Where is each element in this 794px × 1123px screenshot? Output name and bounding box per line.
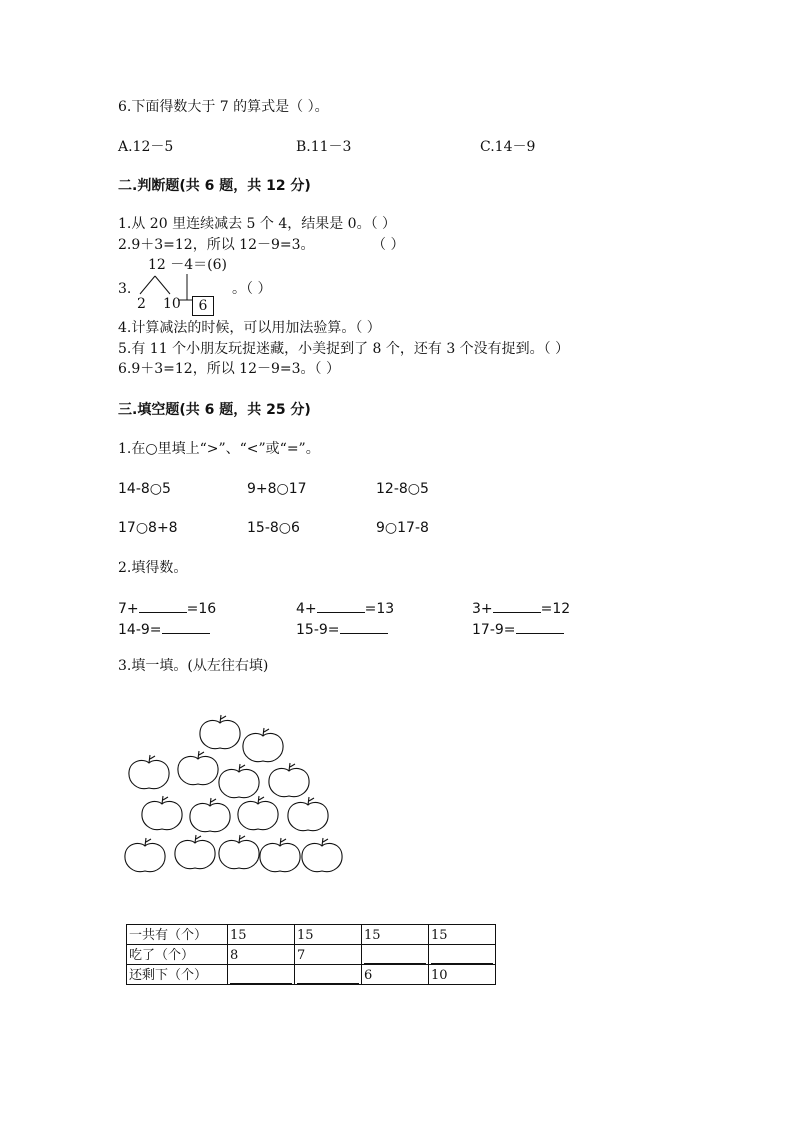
table-row xyxy=(127,925,496,945)
compare-item: 14-8○5 xyxy=(118,481,171,497)
row-header: 还剩下（个） xyxy=(127,965,228,985)
answer-blank[interactable] xyxy=(317,598,365,613)
fill-blank-equation xyxy=(118,619,210,639)
table-cell: 6 xyxy=(362,965,429,985)
apple-icon xyxy=(125,838,165,872)
split-right-value: 10 xyxy=(163,296,181,312)
split-left-value: 2 xyxy=(137,296,146,312)
judge-item-4: 4.计算减法的时候，可以用加法验算。（ ） xyxy=(118,320,381,336)
q6-option-a: A.12－5 xyxy=(118,139,174,155)
fill-q2-prompt: 2.填得数。 xyxy=(118,560,188,576)
apple-icon xyxy=(219,764,259,798)
judge-item-3-paren: 。（ ） xyxy=(232,281,272,297)
answer-blank[interactable] xyxy=(230,982,292,984)
table-row xyxy=(127,965,496,985)
fill-blank-equation xyxy=(472,619,564,639)
equation-part: 7+ xyxy=(118,601,139,617)
equation-part: =13 xyxy=(364,601,395,617)
table-cell: 10 xyxy=(429,965,496,985)
answer-blank[interactable] xyxy=(340,619,388,634)
compare-item: 17○8+8 xyxy=(118,520,178,536)
fill-blank-equation xyxy=(296,598,394,618)
q6-question: 6.下面得数大于 7 的算式是（ ）。 xyxy=(118,99,329,115)
equation-part: 14-9= xyxy=(118,622,162,638)
answer-blank[interactable] xyxy=(139,598,187,613)
fill-q3-prompt: 3.填一填。(从左往右填) xyxy=(118,658,269,674)
equation-part: 3+ xyxy=(472,601,493,617)
row-header: 吃了（个） xyxy=(127,945,228,965)
apple-icon xyxy=(190,798,230,832)
fill-blank-equation xyxy=(296,619,388,639)
answer-cell[interactable] xyxy=(362,945,429,965)
apple-icon xyxy=(260,838,300,872)
section2-title: 二.判断题(共 6 题，共 12 分) xyxy=(118,178,311,194)
judge-item-6: 6.9＋3=12，所以 12－9=3。（ ） xyxy=(118,361,340,377)
compare-item: 15-8○6 xyxy=(247,520,300,536)
judge-item-2-paren: （ ） xyxy=(372,237,405,253)
q6-option-b: B.11－3 xyxy=(296,139,352,155)
fill-blank-equation xyxy=(472,598,570,618)
compare-item: 12-8○5 xyxy=(376,481,429,497)
equation-part: 4+ xyxy=(296,601,317,617)
answer-blank[interactable] xyxy=(162,619,210,634)
result-box xyxy=(192,296,214,316)
q6-option-c: C.14－9 xyxy=(480,139,536,155)
apple-icon xyxy=(200,715,240,749)
table-cell: 15 xyxy=(228,925,295,945)
equation-part: 15-9= xyxy=(296,622,340,638)
judge-item-3-number: 3. xyxy=(118,281,132,297)
section3-title: 三.填空题(共 6 题，共 25 分) xyxy=(118,402,311,418)
answer-cell[interactable] xyxy=(228,965,295,985)
table-cell: 15 xyxy=(362,925,429,945)
apple-icon xyxy=(142,796,182,830)
answer-cell[interactable] xyxy=(429,945,496,965)
judge-item-1: 1.从 20 里连续减去 5 个 4，结果是 0。（ ） xyxy=(118,216,397,232)
answer-blank[interactable] xyxy=(297,982,359,984)
apple-icon xyxy=(269,763,309,797)
apples-illustration xyxy=(118,705,358,880)
judge-item-5: 5.有 11 个小朋友玩捉迷藏，小美捉到了 8 个，还有 3 个没有捉到。（ ） xyxy=(118,341,570,357)
compare-item: 9+8○17 xyxy=(247,481,307,497)
fill-q1-prompt: 1.在○里填上“>”、“<”或“=”。 xyxy=(118,441,320,457)
apple-icon xyxy=(129,755,169,789)
result-box-value: 6 xyxy=(198,298,208,314)
judge-item-2: 2.9＋3=12，所以 12－9=3。 xyxy=(118,237,315,253)
table-cell: 15 xyxy=(429,925,496,945)
equation-part: 17-9= xyxy=(472,622,516,638)
apples-table xyxy=(126,924,496,985)
equation-part: =16 xyxy=(186,601,217,617)
connector-line xyxy=(178,296,192,304)
table-cell: 7 xyxy=(295,945,362,965)
apple-icon xyxy=(219,835,259,869)
row-header: 一共有（个） xyxy=(127,925,228,945)
apple-icon xyxy=(302,838,342,872)
table-cell: 15 xyxy=(295,925,362,945)
table-row xyxy=(127,945,496,965)
judge-item-3-expression: 12 －4＝(6) xyxy=(148,257,228,273)
apple-icon xyxy=(288,797,328,831)
apple-icon xyxy=(175,835,215,869)
apple-icon xyxy=(238,796,278,830)
fill-blank-equation xyxy=(118,598,216,618)
apple-icon xyxy=(243,728,283,762)
apple-icon xyxy=(178,751,218,785)
compare-item: 9○17-8 xyxy=(376,520,429,536)
answer-blank[interactable] xyxy=(493,598,541,613)
answer-blank[interactable] xyxy=(516,619,564,634)
answer-cell[interactable] xyxy=(295,965,362,985)
equation-part: =12 xyxy=(540,601,571,617)
table-cell: 8 xyxy=(228,945,295,965)
